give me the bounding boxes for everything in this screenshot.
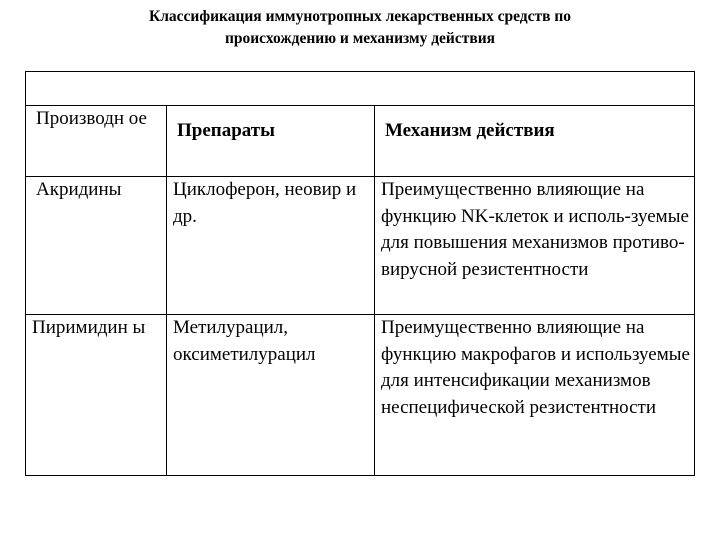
row-origin: Акридины [26, 177, 167, 315]
row-mechanism: Преимущественно влияющие на функцию NK-клеток и исполь-зуемые для повышения механизмов противо-вирусной резистентности [375, 177, 695, 315]
header-row [26, 106, 695, 177]
title-line-1: Классификация иммунотропных лекарственных средств по [148, 8, 572, 25]
empty-cell [26, 72, 695, 106]
title-line-2: происхождению и механизму действия [224, 30, 496, 47]
row-drugs: Метилурацил, оксиметилурацил [167, 315, 375, 476]
classification-table [25, 71, 695, 476]
row-origin: Пиримидин ы [26, 315, 167, 476]
header-drugs: Препараты [167, 106, 375, 177]
document-title [0, 6, 720, 50]
header-origin: Производн ое [26, 106, 167, 177]
table-row [26, 177, 695, 315]
row-mechanism: Преимущественно влияющие на функцию макрофагов и используемые для интенсификации механизмов неспецифической резистентности [375, 315, 695, 476]
table-row [26, 315, 695, 476]
empty-header-row [26, 72, 695, 106]
header-mechanism: Механизм действия [375, 106, 695, 177]
row-drugs: Циклоферон, неовир и др. [167, 177, 375, 315]
